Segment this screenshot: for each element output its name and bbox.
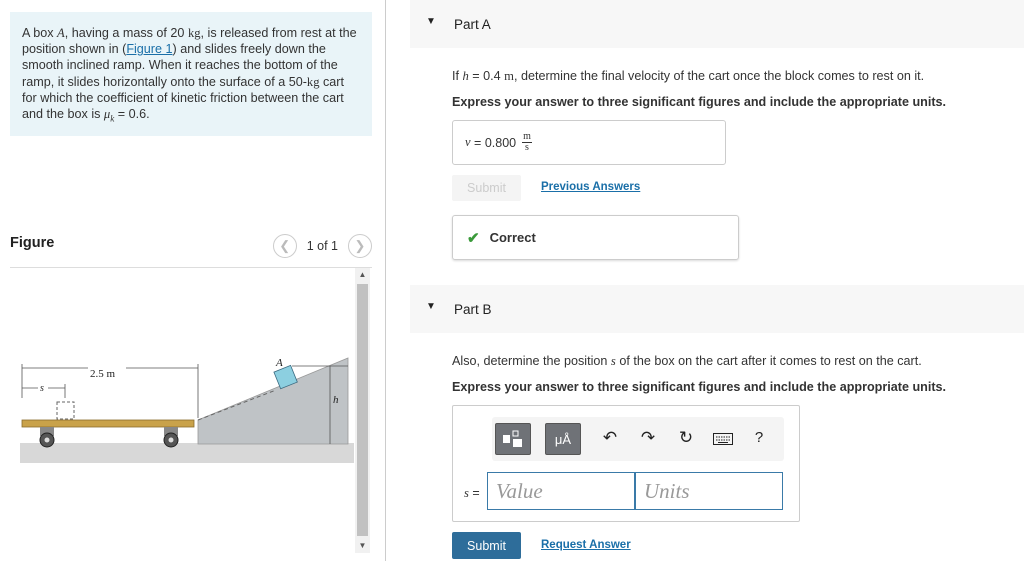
part-b-answer-panel [452,405,800,522]
undo-icon[interactable]: ↶ [602,428,618,447]
units-symbol-button[interactable]: μÅ [545,423,581,455]
ground [20,443,354,463]
figure-header [10,232,372,268]
mu-subscript: k [110,113,115,124]
scroll-down-icon[interactable]: ▼ [358,541,367,550]
label-s: s [40,383,44,394]
problem-text: A box [22,26,58,40]
figure-link[interactable]: Figure 1 [126,42,173,57]
unit-m: m [504,69,514,83]
unit-numerator: m [523,131,531,142]
s-label [464,486,480,501]
figure-scrollbar[interactable] [355,268,370,553]
cart [22,420,194,427]
keyboard-icon[interactable] [712,430,734,450]
figure-pager [273,234,372,258]
var-a: A [57,26,65,40]
redo-icon[interactable]: ↷ [640,428,656,447]
panel-divider [385,0,386,561]
problem-text: ) and slides freely down the smooth inclined ramp. When it reaches the bottom of the ramp, it slides horizontally onto the surface of a 50- [22,42,338,89]
status-label: Correct [489,230,536,245]
reset-icon[interactable]: ↻ [678,428,694,447]
scroll-up-icon[interactable]: ▲ [358,270,367,279]
figure-title: Figure [10,235,55,251]
var-s: s [610,354,616,368]
question-text: If [452,69,463,83]
pager-text: 1 of 1 [306,239,338,253]
part-b-title: Part B [454,302,492,317]
problem-text: = 0.6. [114,107,150,122]
answer-value: 0.800 [484,135,517,150]
previous-answers-link[interactable]: Previous Answers [541,181,641,193]
request-answer-link[interactable]: Request Answer [541,539,631,551]
input-var: s [464,486,469,500]
chevron-right-icon[interactable]: ❯ [348,234,372,258]
var-h: h [462,69,469,83]
answer-eq: = [470,135,485,150]
checkmark-icon: ✔ [467,229,480,247]
part-b-question [452,354,922,369]
units-input[interactable]: Units [635,472,783,510]
part-a-header[interactable] [410,0,1024,48]
problem-text: cart for which the coefficient of kinetic friction between the cart and the box is [22,74,344,122]
value-input[interactable]: Value [487,472,635,510]
part-a-title: Part A [454,17,491,32]
caret-down-icon[interactable]: ▼ [426,301,436,312]
ramp-cart-diagram [10,268,354,561]
question-text: of the box on the cart after it comes to rest on the cart. [615,354,922,368]
cart-wheel-hub [45,438,50,443]
keyboard-icon [713,433,733,445]
input-eq: = [468,486,480,500]
templates-icon[interactable] [495,423,531,455]
unit-kg: kg [187,26,201,40]
problem-text: , is released from rest at the position shown in ( [22,26,357,57]
part-a-submit-button[interactable]: Submit [452,175,521,201]
part-b-input-row [453,472,799,512]
question-text: , determine the final velocity of the cart once the block comes to rest on it. [513,69,925,83]
label-a: A [276,357,283,369]
chevron-left-icon[interactable]: ❮ [273,234,297,258]
part-a-question [452,69,924,84]
math-toolbar [492,417,784,461]
answer-unit [522,132,532,153]
problem-statement [10,12,372,136]
part-a-answer [452,120,726,165]
label-h: h [333,394,339,406]
cart-wheel-hub [169,438,174,443]
help-icon[interactable]: ? [754,429,764,446]
unit-kg: kg [306,74,320,89]
question-text: Also, determine the position [452,354,611,368]
part-b-instruction: Express your answer to three significant figures and include the appropriate units. [452,380,947,394]
part-a-instruction: Express your answer to three significant figures and include the appropriate units. [452,95,947,109]
unit-denominator: s [525,142,529,153]
scroll-thumb[interactable] [357,284,368,536]
mu-symbol: μ [103,107,111,122]
correct-feedback [452,215,739,260]
answer-var: v [465,135,471,149]
ramp [198,358,348,444]
label-distance: 2.5 m [90,368,116,380]
question-text: = 0.4 [468,69,505,83]
box-final-position [57,402,74,419]
figure-image [10,268,354,561]
templates-icon [502,430,524,448]
problem-text: , having a mass of 20 [64,26,188,40]
caret-down-icon[interactable]: ▼ [426,16,436,27]
part-b-header[interactable] [410,285,1024,333]
part-b-submit-button[interactable]: Submit [452,532,521,559]
